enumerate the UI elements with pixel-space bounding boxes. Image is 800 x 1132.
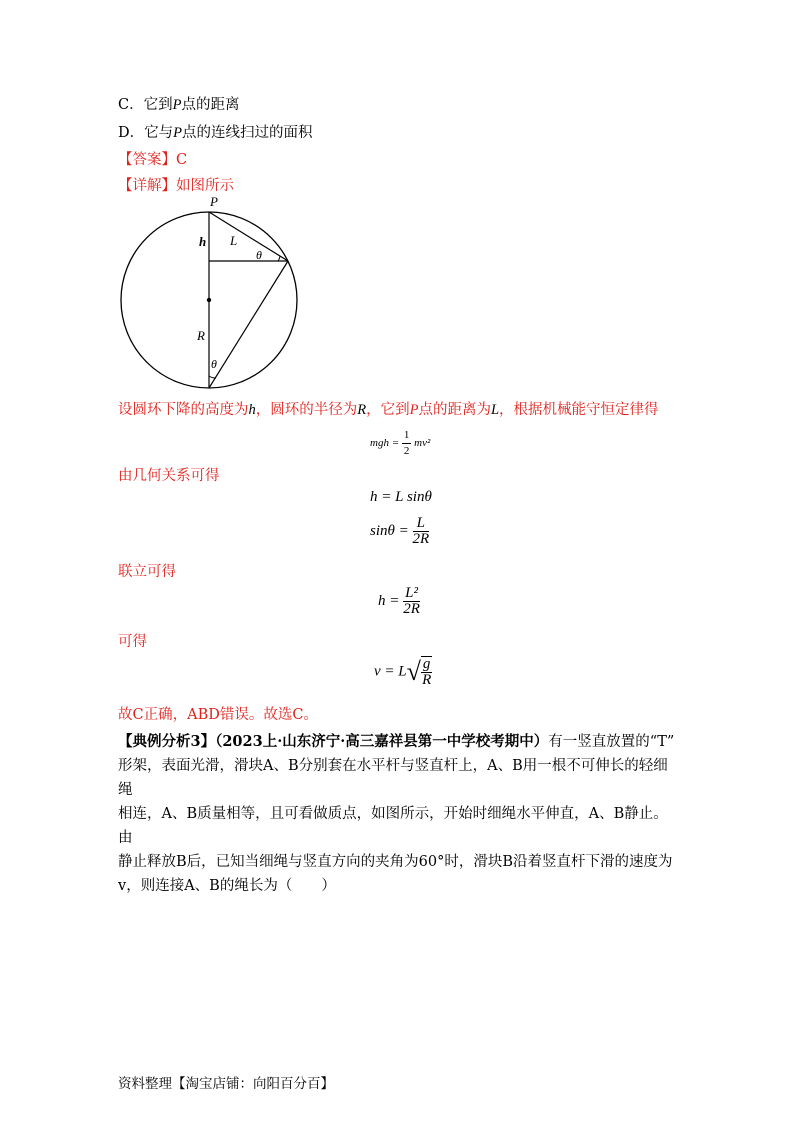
label-theta-bottom: θ [211, 357, 217, 371]
example3-line-3: 相连，A、B质量相等，且可看做质点，如图所示，开始时细绳水平伸直，A、B静止。由 [118, 806, 668, 846]
chord-bottom [209, 261, 288, 388]
explanation-intro: 设圆环下降的高度为h，圆环的半径为R，它到P点的距离为L，根据机械能守恒定律得 [118, 402, 659, 418]
sqrt-sign: √ [406, 657, 421, 686]
label-theta-top: θ [256, 248, 262, 262]
angle-arc-bottom [209, 376, 216, 378]
result-label: 可得 [118, 634, 147, 650]
example3-line-1: 【典例分析3】（2023上·山东济宁·高三嘉祥县第一中学校考期中）有一竖直放置的“T” [118, 733, 675, 750]
geometry-label: 由几何关系可得 [118, 468, 220, 484]
answer-line [118, 150, 187, 170]
label-r: R [197, 328, 205, 343]
example3-tag: 【典例分析3】 [118, 733, 216, 750]
conclusion: 故C正确，ABD错误。故选C。 [118, 707, 318, 723]
example3-line-5: v，则连接A、B的绳长为（ ） [118, 878, 336, 894]
equation-v: v = L√ $\frac{g}{R}$ [374, 656, 432, 688]
option-d: D．它与P点的连线扫过的面积 [118, 125, 313, 141]
detail-tag: 【详解】 [118, 178, 176, 194]
joint-label: 联立可得 [118, 564, 176, 580]
center-dot [207, 298, 211, 302]
circle-diagram [110, 190, 310, 395]
example3-line-2: 形架，表面光滑，滑块A、B分别套在水平杆与竖直杆上，A、B用一根不可伸长的轻细绳 [118, 758, 668, 798]
option-c: C．它到P点的距离 [118, 97, 240, 113]
label-p: P [210, 194, 218, 209]
equation-sin: sinθ = $\frac{L}{2R}$ [370, 515, 430, 547]
label-l: L [230, 233, 238, 248]
equation-h-lsin: h = L sinθ [370, 489, 432, 505]
example3-source: （2023上·山东济宁·高三嘉祥县第一中学校考期中） [215, 733, 549, 750]
chord-l [209, 212, 288, 261]
angle-arc-top [278, 256, 280, 261]
answer-value: C [176, 152, 188, 168]
detail-line: 【详解】如图所示 [118, 178, 234, 194]
footer-note: 资料整理【淘宝店铺：向阳百分百】 [118, 1076, 334, 1092]
label-h: h [199, 234, 207, 249]
example3-paragraph [118, 730, 678, 898]
example3-line-4: 静止释放B后，已知当细绳与竖直方向的夹角为60°时，滑块B沿着竖直杆下滑的速度为 [118, 854, 673, 870]
equation-energy: mgh = $\frac{1}{2}$ mv² [370, 429, 431, 457]
answer-tag: 【答案】 [118, 152, 176, 168]
equation-h-l2: h = $\frac{\text{L²}}{2R}$ [378, 585, 420, 617]
